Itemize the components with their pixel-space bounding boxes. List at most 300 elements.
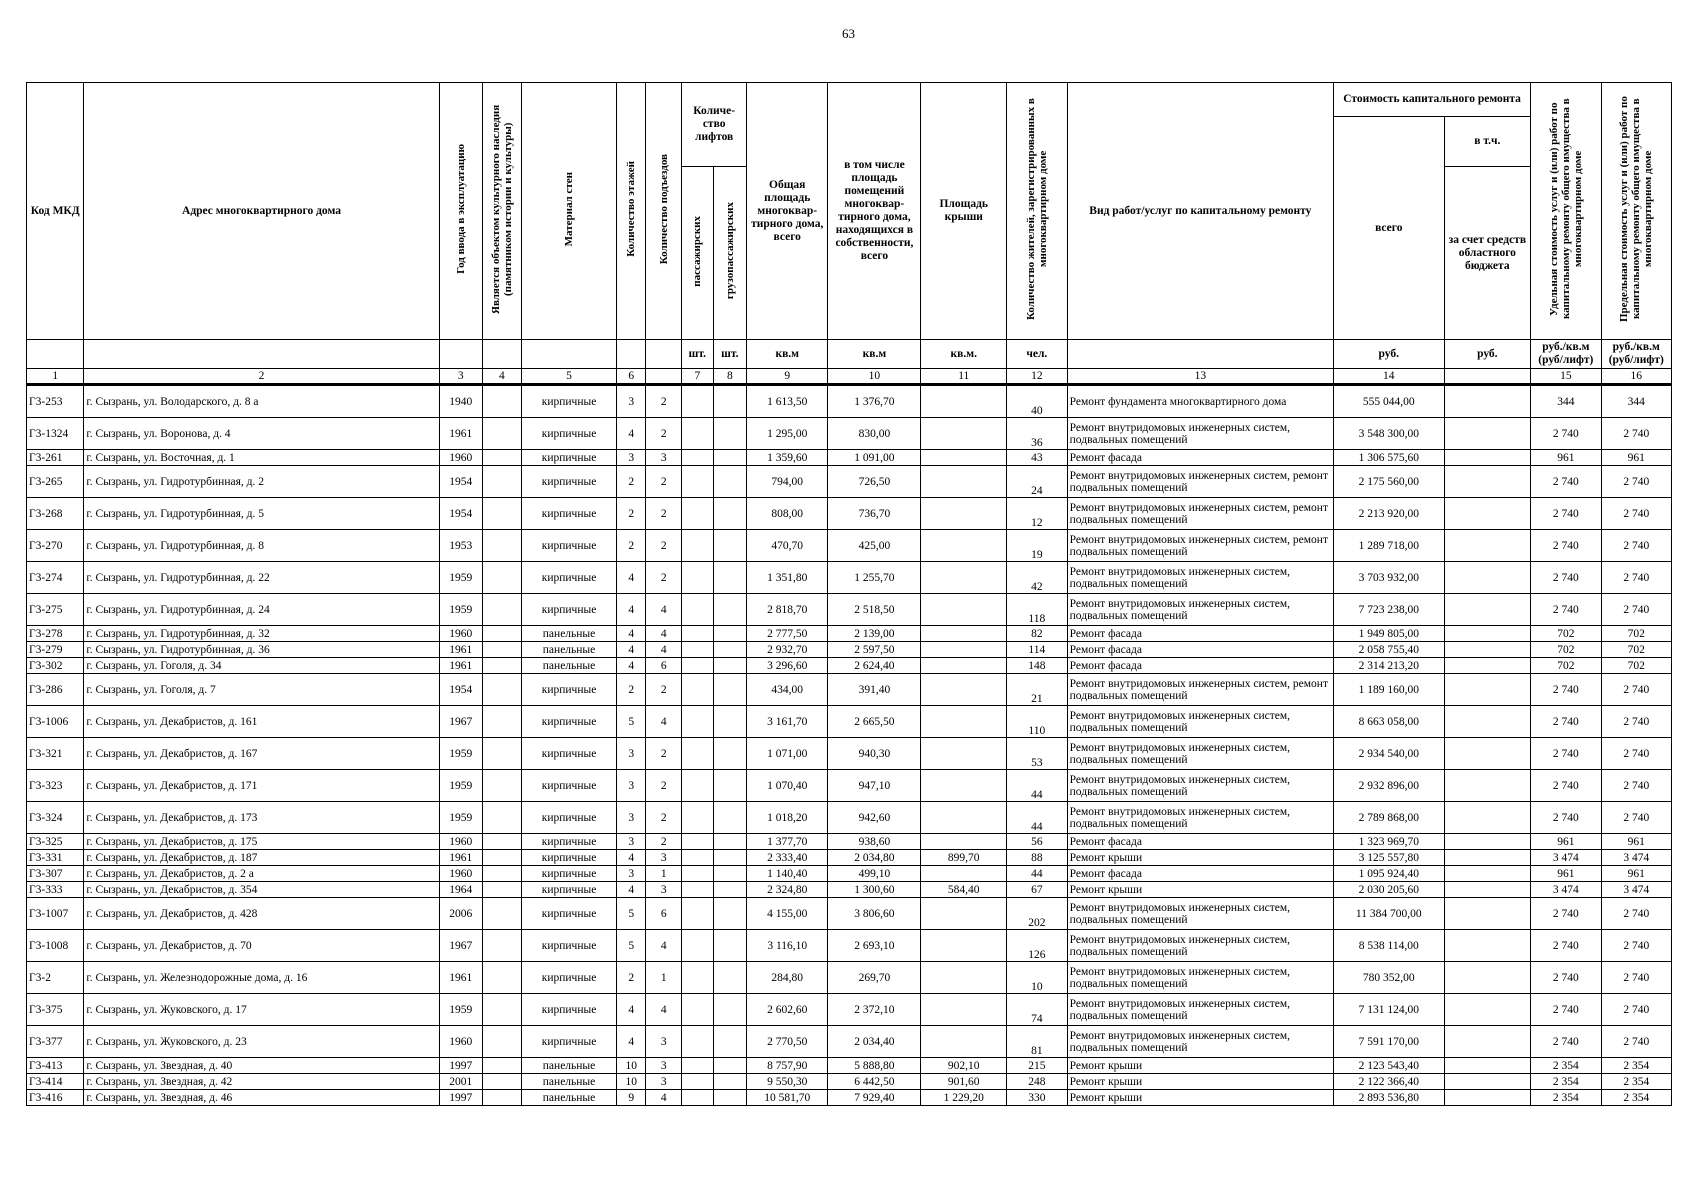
page-number: 63 bbox=[842, 26, 855, 41]
header-cost-total: всего bbox=[1334, 117, 1444, 340]
cell-heritage bbox=[482, 994, 521, 1026]
cell-lifts-cargo bbox=[713, 385, 747, 418]
cell-lifts-cargo bbox=[713, 738, 747, 770]
cell-owned-area: 2 624,40 bbox=[828, 658, 921, 674]
cell-work-type: Ремонт крыши bbox=[1067, 1074, 1333, 1090]
cell-code: Г3-413 bbox=[27, 1058, 84, 1074]
cell-max-cost: 2 740 bbox=[1601, 418, 1671, 450]
cell-total-area: 1 613,50 bbox=[747, 385, 828, 418]
cell-roof-area: 1 229,20 bbox=[921, 1090, 1007, 1106]
cell-roof-area bbox=[921, 834, 1007, 850]
cell-address: г. Сызрань, ул. Володарского, д. 8 а bbox=[84, 385, 439, 418]
cell-code: Г3-279 bbox=[27, 642, 84, 658]
column-number: 4 bbox=[482, 369, 521, 385]
cell-cost-regional bbox=[1444, 1090, 1531, 1106]
cell-cost-total: 1 189 160,00 bbox=[1334, 674, 1444, 706]
cell-entrances: 2 bbox=[646, 738, 682, 770]
cell-roof-area bbox=[921, 642, 1007, 658]
cell-material: кирпичные bbox=[521, 882, 616, 898]
cell-lifts-pass bbox=[682, 385, 713, 418]
cell-residents: 19 bbox=[1007, 530, 1068, 562]
cell-lifts-pass bbox=[682, 1074, 713, 1090]
column-number: 6 bbox=[617, 369, 646, 385]
cell-roof-area bbox=[921, 962, 1007, 994]
cell-unit-cost: 2 740 bbox=[1531, 930, 1601, 962]
cell-lifts-cargo bbox=[713, 930, 747, 962]
cell-code: Г3-286 bbox=[27, 674, 84, 706]
cell-residents: 24 bbox=[1007, 466, 1068, 498]
cell-lifts-cargo bbox=[713, 530, 747, 562]
column-number: 8 bbox=[713, 369, 747, 385]
cell-heritage bbox=[482, 834, 521, 850]
cell-floors: 4 bbox=[617, 562, 646, 594]
cell-residents: 81 bbox=[1007, 1026, 1068, 1058]
cell-owned-area: 391,40 bbox=[828, 674, 921, 706]
cell-total-area: 284,80 bbox=[747, 962, 828, 994]
cell-cost-regional bbox=[1444, 498, 1531, 530]
cell-entrances: 4 bbox=[646, 1090, 682, 1106]
cell-max-cost: 2 354 bbox=[1601, 1058, 1671, 1074]
cell-lifts-pass bbox=[682, 930, 713, 962]
cell-cost-total: 1 323 969,70 bbox=[1334, 834, 1444, 850]
cell-work-type: Ремонт фасада bbox=[1067, 834, 1333, 850]
cell-unit-cost: 2 740 bbox=[1531, 770, 1601, 802]
cell-residents: 40 bbox=[1007, 385, 1068, 418]
cell-unit-cost: 702 bbox=[1531, 642, 1601, 658]
cell-year: 1959 bbox=[439, 994, 482, 1026]
cell-cost-total: 8 538 114,00 bbox=[1334, 930, 1444, 962]
cell-address: г. Сызрань, ул. Гидротурбинная, д. 24 bbox=[84, 594, 439, 626]
cell-cost-total: 2 314 213,20 bbox=[1334, 658, 1444, 674]
cell-work-type: Ремонт фасада bbox=[1067, 450, 1333, 466]
cell-floors: 2 bbox=[617, 498, 646, 530]
cell-cost-regional bbox=[1444, 834, 1531, 850]
table-row bbox=[27, 562, 1672, 594]
cell-year: 1959 bbox=[439, 594, 482, 626]
cell-material: кирпичные bbox=[521, 674, 616, 706]
cell-heritage bbox=[482, 1058, 521, 1074]
cell-floors: 10 bbox=[617, 1074, 646, 1090]
column-number: 12 bbox=[1007, 369, 1068, 385]
cell-max-cost: 344 bbox=[1601, 385, 1671, 418]
cell-address: г. Сызрань, ул. Гоголя, д. 7 bbox=[84, 674, 439, 706]
cell-code: Г3-261 bbox=[27, 450, 84, 466]
cell-total-area: 9 550,30 bbox=[747, 1074, 828, 1090]
cell-roof-area bbox=[921, 530, 1007, 562]
cell-residents: 43 bbox=[1007, 450, 1068, 466]
cell-code: Г3-1008 bbox=[27, 930, 84, 962]
cell-roof-area: 899,70 bbox=[921, 850, 1007, 866]
cell-cost-regional bbox=[1444, 930, 1531, 962]
cell-floors: 2 bbox=[617, 962, 646, 994]
column-number: 15 bbox=[1531, 369, 1601, 385]
cell-work-type: Ремонт фасада bbox=[1067, 642, 1333, 658]
cell-max-cost: 3 474 bbox=[1601, 850, 1671, 866]
cell-cost-total: 2 934 540,00 bbox=[1334, 738, 1444, 770]
cell-cost-regional bbox=[1444, 626, 1531, 642]
cell-heritage bbox=[482, 898, 521, 930]
cell-code: Г3-331 bbox=[27, 850, 84, 866]
cell-lifts-pass bbox=[682, 850, 713, 866]
cell-material: кирпичные bbox=[521, 466, 616, 498]
cell-lifts-pass bbox=[682, 658, 713, 674]
cell-lifts-pass bbox=[682, 674, 713, 706]
cell-cost-total: 8 663 058,00 bbox=[1334, 706, 1444, 738]
cell-work-type: Ремонт внутридомовых инженерных систем, подвальных помещений bbox=[1067, 994, 1333, 1026]
cell-material: кирпичные bbox=[521, 498, 616, 530]
cell-owned-area: 2 139,00 bbox=[828, 626, 921, 642]
cell-cost-regional bbox=[1444, 882, 1531, 898]
cell-roof-area bbox=[921, 594, 1007, 626]
cell-code: Г3-324 bbox=[27, 802, 84, 834]
cell-unit-cost: 2 740 bbox=[1531, 738, 1601, 770]
capital-repair-table bbox=[26, 82, 1672, 1106]
cell-address: г. Сызрань, ул. Гидротурбинная, д. 22 bbox=[84, 562, 439, 594]
cell-cost-total: 2 123 543,40 bbox=[1334, 1058, 1444, 1074]
cell-max-cost: 2 740 bbox=[1601, 498, 1671, 530]
cell-code: Г3-274 bbox=[27, 562, 84, 594]
cell-unit-cost: 961 bbox=[1531, 866, 1601, 882]
cell-floors: 4 bbox=[617, 994, 646, 1026]
cell-total-area: 2 333,40 bbox=[747, 850, 828, 866]
cell-residents: 44 bbox=[1007, 866, 1068, 882]
cell-floors: 4 bbox=[617, 658, 646, 674]
table-row bbox=[27, 930, 1672, 962]
cell-year: 1954 bbox=[439, 466, 482, 498]
cell-work-type: Ремонт крыши bbox=[1067, 850, 1333, 866]
cell-work-type: Ремонт внутридомовых инженерных систем, подвальных помещений bbox=[1067, 802, 1333, 834]
cell-year: 1961 bbox=[439, 850, 482, 866]
cell-entrances: 2 bbox=[646, 802, 682, 834]
cell-lifts-pass bbox=[682, 994, 713, 1026]
cell-owned-area: 6 442,50 bbox=[828, 1074, 921, 1090]
cell-work-type: Ремонт крыши bbox=[1067, 882, 1333, 898]
header-lifts-passenger: пассажирских bbox=[682, 167, 713, 340]
cell-roof-area bbox=[921, 385, 1007, 418]
header-total-area: Общая площадь многоквар-тирного дома, всего bbox=[747, 83, 828, 340]
cell-max-cost: 2 740 bbox=[1601, 530, 1671, 562]
cell-heritage bbox=[482, 530, 521, 562]
cell-lifts-pass bbox=[682, 882, 713, 898]
cell-owned-area: 1 255,70 bbox=[828, 562, 921, 594]
cell-max-cost: 2 740 bbox=[1601, 962, 1671, 994]
cell-lifts-pass bbox=[682, 738, 713, 770]
cell-floors: 4 bbox=[617, 882, 646, 898]
cell-code: Г3-270 bbox=[27, 530, 84, 562]
cell-residents: 215 bbox=[1007, 1058, 1068, 1074]
cell-code: Г3-265 bbox=[27, 466, 84, 498]
cell-cost-regional bbox=[1444, 1074, 1531, 1090]
cell-year: 2006 bbox=[439, 898, 482, 930]
cell-heritage bbox=[482, 450, 521, 466]
cell-material: панельные bbox=[521, 626, 616, 642]
cell-lifts-cargo bbox=[713, 658, 747, 674]
header-lifts: Количе-ство лифтов bbox=[682, 83, 747, 167]
cell-residents: 67 bbox=[1007, 882, 1068, 898]
cell-address: г. Сызрань, ул. Декабристов, д. 161 bbox=[84, 706, 439, 738]
cell-entrances: 2 bbox=[646, 674, 682, 706]
cell-material: кирпичные bbox=[521, 530, 616, 562]
column-number-row bbox=[27, 369, 1672, 385]
cell-owned-area: 425,00 bbox=[828, 530, 921, 562]
cell-cost-regional bbox=[1444, 450, 1531, 466]
cell-work-type: Ремонт внутридомовых инженерных систем, подвальных помещений bbox=[1067, 770, 1333, 802]
cell-total-area: 1 295,00 bbox=[747, 418, 828, 450]
unit-residents: чел. bbox=[1007, 340, 1068, 369]
cell-unit-cost: 961 bbox=[1531, 450, 1601, 466]
cell-heritage bbox=[482, 738, 521, 770]
cell-code: Г3-275 bbox=[27, 594, 84, 626]
cell-code: Г3-325 bbox=[27, 834, 84, 850]
cell-heritage bbox=[482, 706, 521, 738]
cell-heritage bbox=[482, 866, 521, 882]
table-row bbox=[27, 674, 1672, 706]
cell-work-type: Ремонт внутридомовых инженерных систем, подвальных помещений bbox=[1067, 738, 1333, 770]
cell-max-cost: 961 bbox=[1601, 834, 1671, 850]
cell-material: панельные bbox=[521, 642, 616, 658]
unit-lifts-cargo: шт. bbox=[713, 340, 747, 369]
cell-roof-area: 902,10 bbox=[921, 1058, 1007, 1074]
cell-year: 1961 bbox=[439, 658, 482, 674]
cell-max-cost: 2 740 bbox=[1601, 706, 1671, 738]
cell-residents: 74 bbox=[1007, 994, 1068, 1026]
cell-cost-regional bbox=[1444, 802, 1531, 834]
table-row bbox=[27, 706, 1672, 738]
cell-total-area: 1 359,60 bbox=[747, 450, 828, 466]
unit-empty bbox=[439, 340, 482, 369]
cell-cost-total: 3 703 932,00 bbox=[1334, 562, 1444, 594]
column-number bbox=[646, 369, 682, 385]
cell-material: кирпичные bbox=[521, 450, 616, 466]
cell-code: Г3-2 bbox=[27, 962, 84, 994]
cell-unit-cost: 2 740 bbox=[1531, 898, 1601, 930]
cell-code: Г3-1007 bbox=[27, 898, 84, 930]
cell-max-cost: 2 740 bbox=[1601, 994, 1671, 1026]
cell-owned-area: 1 376,70 bbox=[828, 385, 921, 418]
cell-roof-area bbox=[921, 450, 1007, 466]
cell-total-area: 4 155,00 bbox=[747, 898, 828, 930]
cell-total-area: 10 581,70 bbox=[747, 1090, 828, 1106]
cell-material: кирпичные bbox=[521, 930, 616, 962]
cell-material: панельные bbox=[521, 1090, 616, 1106]
unit-roof-area: кв.м. bbox=[921, 340, 1007, 369]
cell-lifts-pass bbox=[682, 466, 713, 498]
cell-entrances: 3 bbox=[646, 850, 682, 866]
cell-cost-regional bbox=[1444, 385, 1531, 418]
cell-unit-cost: 2 354 bbox=[1531, 1074, 1601, 1090]
table-row bbox=[27, 834, 1672, 850]
header-unit-cost: Удельная стоимость услуг и (или) работ по капитальному ремонту общего имущества в многоквартирном доме bbox=[1531, 83, 1601, 340]
cell-work-type: Ремонт фасада bbox=[1067, 866, 1333, 882]
cell-max-cost: 702 bbox=[1601, 626, 1671, 642]
cell-unit-cost: 702 bbox=[1531, 658, 1601, 674]
cell-owned-area: 2 034,80 bbox=[828, 850, 921, 866]
cell-material: кирпичные bbox=[521, 962, 616, 994]
unit-cost-total: руб. bbox=[1334, 340, 1444, 369]
cell-total-area: 3 296,60 bbox=[747, 658, 828, 674]
header-heritage: Является объектом культурного наследия (памятником истории и культуры) bbox=[482, 83, 521, 340]
cell-cost-regional bbox=[1444, 674, 1531, 706]
cell-unit-cost: 2 740 bbox=[1531, 562, 1601, 594]
table-row bbox=[27, 466, 1672, 498]
table-row bbox=[27, 450, 1672, 466]
cell-residents: 44 bbox=[1007, 770, 1068, 802]
cell-residents: 42 bbox=[1007, 562, 1068, 594]
cell-address: г. Сызрань, ул. Гидротурбинная, д. 5 bbox=[84, 498, 439, 530]
cell-heritage bbox=[482, 466, 521, 498]
cell-material: кирпичные bbox=[521, 1026, 616, 1058]
table-row bbox=[27, 418, 1672, 450]
cell-unit-cost: 3 474 bbox=[1531, 850, 1601, 866]
cell-entrances: 2 bbox=[646, 770, 682, 802]
cell-material: кирпичные bbox=[521, 866, 616, 882]
unit-total-area: кв.м bbox=[747, 340, 828, 369]
column-number: 7 bbox=[682, 369, 713, 385]
table-row bbox=[27, 994, 1672, 1026]
cell-total-area: 2 932,70 bbox=[747, 642, 828, 658]
cell-entrances: 6 bbox=[646, 658, 682, 674]
cell-cost-total: 1 289 718,00 bbox=[1334, 530, 1444, 562]
cell-unit-cost: 344 bbox=[1531, 385, 1601, 418]
cell-owned-area: 2 372,10 bbox=[828, 994, 921, 1026]
cell-work-type: Ремонт фасада bbox=[1067, 626, 1333, 642]
header-wall-material: Материал стен bbox=[521, 83, 616, 340]
column-number: 5 bbox=[521, 369, 616, 385]
cell-work-type: Ремонт внутридомовых инженерных систем, ремонт подвальных помещений bbox=[1067, 674, 1333, 706]
cell-lifts-pass bbox=[682, 562, 713, 594]
cell-unit-cost: 3 474 bbox=[1531, 882, 1601, 898]
cell-unit-cost: 2 740 bbox=[1531, 466, 1601, 498]
cell-material: кирпичные bbox=[521, 802, 616, 834]
cell-material: кирпичные bbox=[521, 850, 616, 866]
cell-roof-area bbox=[921, 770, 1007, 802]
cell-roof-area bbox=[921, 994, 1007, 1026]
cell-year: 1960 bbox=[439, 834, 482, 850]
cell-total-area: 794,00 bbox=[747, 466, 828, 498]
cell-material: кирпичные bbox=[521, 706, 616, 738]
cell-work-type: Ремонт фасада bbox=[1067, 658, 1333, 674]
cell-work-type: Ремонт внутридомовых инженерных систем, подвальных помещений bbox=[1067, 418, 1333, 450]
cell-year: 1961 bbox=[439, 642, 482, 658]
cell-heritage bbox=[482, 418, 521, 450]
cell-code: Г3-377 bbox=[27, 1026, 84, 1058]
cell-floors: 3 bbox=[617, 802, 646, 834]
cell-cost-regional bbox=[1444, 898, 1531, 930]
cell-floors: 4 bbox=[617, 1026, 646, 1058]
table-row bbox=[27, 1026, 1672, 1058]
cell-cost-regional bbox=[1444, 706, 1531, 738]
cell-lifts-pass bbox=[682, 962, 713, 994]
cell-address: г. Сызрань, ул. Железнодорожные дома, д. 16 bbox=[84, 962, 439, 994]
cell-residents: 82 bbox=[1007, 626, 1068, 642]
cell-owned-area: 3 806,60 bbox=[828, 898, 921, 930]
cell-address: г. Сызрань, ул. Декабристов, д. 354 bbox=[84, 882, 439, 898]
cell-owned-area: 499,10 bbox=[828, 866, 921, 882]
cell-floors: 3 bbox=[617, 770, 646, 802]
cell-roof-area bbox=[921, 466, 1007, 498]
cell-cost-total: 2 213 920,00 bbox=[1334, 498, 1444, 530]
cell-year: 1967 bbox=[439, 706, 482, 738]
cell-heritage bbox=[482, 850, 521, 866]
cell-work-type: Ремонт внутридомовых инженерных систем, подвальных помещений bbox=[1067, 962, 1333, 994]
cell-floors: 5 bbox=[617, 898, 646, 930]
table-row bbox=[27, 962, 1672, 994]
cell-total-area: 3 161,70 bbox=[747, 706, 828, 738]
cell-lifts-pass bbox=[682, 866, 713, 882]
cell-lifts-cargo bbox=[713, 898, 747, 930]
cell-residents: 56 bbox=[1007, 834, 1068, 850]
column-number: 3 bbox=[439, 369, 482, 385]
cell-address: г. Сызрань, ул. Декабристов, д. 428 bbox=[84, 898, 439, 930]
cell-unit-cost: 702 bbox=[1531, 626, 1601, 642]
cell-floors: 4 bbox=[617, 594, 646, 626]
cell-cost-regional bbox=[1444, 418, 1531, 450]
cell-cost-regional bbox=[1444, 770, 1531, 802]
cell-max-cost: 2 740 bbox=[1601, 562, 1671, 594]
cell-unit-cost: 2 740 bbox=[1531, 498, 1601, 530]
cell-residents: 44 bbox=[1007, 802, 1068, 834]
column-number: 13 bbox=[1067, 369, 1333, 385]
cell-owned-area: 2 034,40 bbox=[828, 1026, 921, 1058]
cell-address: г. Сызрань, ул. Декабристов, д. 167 bbox=[84, 738, 439, 770]
table-row bbox=[27, 1058, 1672, 1074]
cell-roof-area: 901,60 bbox=[921, 1074, 1007, 1090]
cell-roof-area bbox=[921, 706, 1007, 738]
cell-address: г. Сызрань, ул. Жуковского, д. 23 bbox=[84, 1026, 439, 1058]
cell-cost-total: 11 384 700,00 bbox=[1334, 898, 1444, 930]
cell-max-cost: 961 bbox=[1601, 866, 1671, 882]
cell-address: г. Сызрань, ул. Звездная, д. 40 bbox=[84, 1058, 439, 1074]
cell-max-cost: 2 740 bbox=[1601, 466, 1671, 498]
cell-material: кирпичные bbox=[521, 834, 616, 850]
cell-year: 1997 bbox=[439, 1090, 482, 1106]
cell-lifts-cargo bbox=[713, 1090, 747, 1106]
cell-roof-area: 584,40 bbox=[921, 882, 1007, 898]
cell-residents: 36 bbox=[1007, 418, 1068, 450]
cell-heritage bbox=[482, 658, 521, 674]
cell-total-area: 2 602,60 bbox=[747, 994, 828, 1026]
cell-address: г. Сызрань, ул. Декабристов, д. 70 bbox=[84, 930, 439, 962]
cell-year: 2001 bbox=[439, 1074, 482, 1090]
cell-lifts-cargo bbox=[713, 850, 747, 866]
table-row bbox=[27, 770, 1672, 802]
cell-owned-area: 7 929,40 bbox=[828, 1090, 921, 1106]
unit-max-cost: руб./кв.м (руб/лифт) bbox=[1601, 340, 1671, 369]
cell-floors: 3 bbox=[617, 738, 646, 770]
cell-max-cost: 3 474 bbox=[1601, 882, 1671, 898]
cell-roof-area bbox=[921, 658, 1007, 674]
cell-cost-total: 1 306 575,60 bbox=[1334, 450, 1444, 466]
cell-cost-regional bbox=[1444, 850, 1531, 866]
cell-heritage bbox=[482, 562, 521, 594]
cell-lifts-pass bbox=[682, 770, 713, 802]
cell-roof-area bbox=[921, 418, 1007, 450]
cell-total-area: 2 770,50 bbox=[747, 1026, 828, 1058]
cell-lifts-pass bbox=[682, 594, 713, 626]
cell-cost-total: 2 932 896,00 bbox=[1334, 770, 1444, 802]
table-row bbox=[27, 850, 1672, 866]
cell-address: г. Сызрань, ул. Гидротурбинная, д. 2 bbox=[84, 466, 439, 498]
cell-entrances: 3 bbox=[646, 1058, 682, 1074]
header-cost: Стоимость капитального ремонта bbox=[1334, 83, 1531, 117]
table-row bbox=[27, 898, 1672, 930]
cell-owned-area: 726,50 bbox=[828, 466, 921, 498]
cell-address: г. Сызрань, ул. Декабристов, д. 2 а bbox=[84, 866, 439, 882]
cell-total-area: 808,00 bbox=[747, 498, 828, 530]
cell-residents: 110 bbox=[1007, 706, 1068, 738]
cell-lifts-pass bbox=[682, 706, 713, 738]
cell-lifts-pass bbox=[682, 450, 713, 466]
